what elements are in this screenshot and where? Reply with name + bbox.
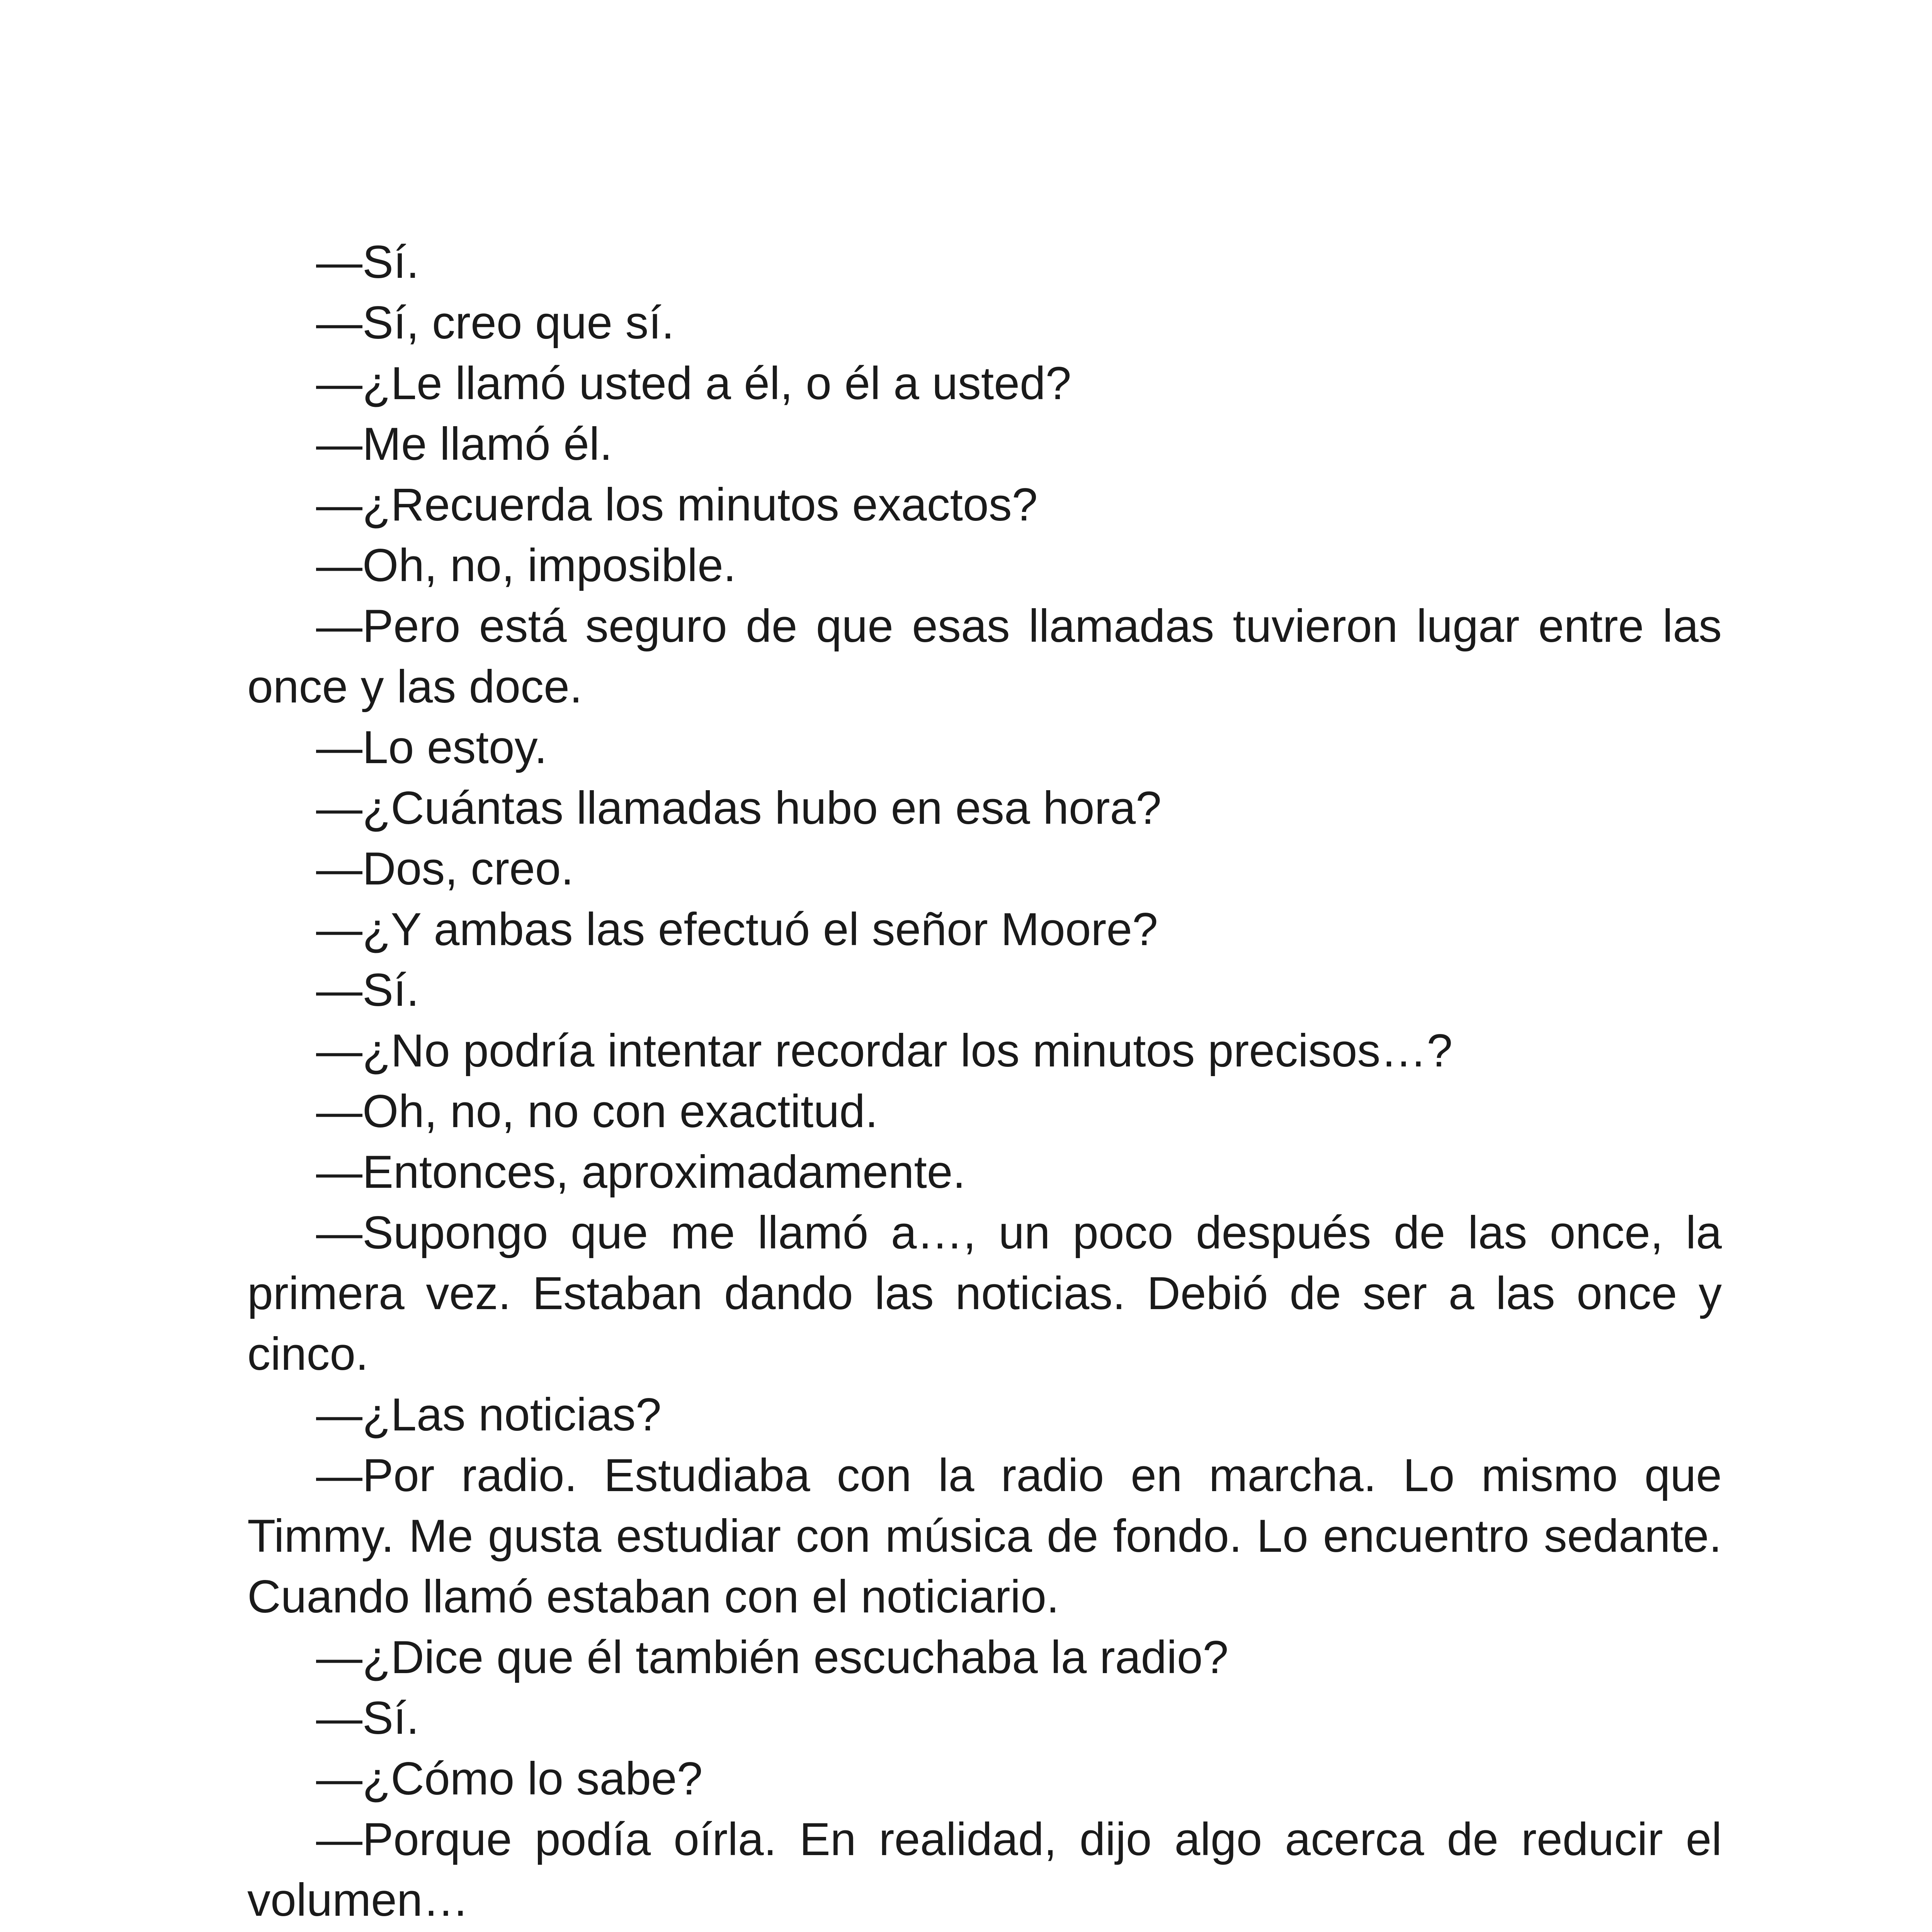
paragraph (247, 1930, 1722, 1932)
paragraph: —¿Recuerda los minutos exactos? (316, 479, 1038, 531)
paragraph: —Sí, creo que sí. (316, 297, 675, 349)
paragraph: —Sí. (316, 964, 419, 1016)
paragraph: —¿No podría intentar recordar los minutos precisos…? (316, 1025, 1453, 1077)
paragraph: —Dos, creo. (316, 843, 574, 895)
paragraph: —Sí. (316, 236, 419, 288)
paragraph: —¿Las noticias? (316, 1389, 662, 1440)
paragraph: —Oh, no, no con exactitud. (316, 1085, 878, 1137)
paragraph: —Porque podía oírla. En realidad, dijo algo acerca de reducir el volumen… (247, 1813, 1722, 1926)
paragraph: —¿Dice que él también escuchaba la radio? (316, 1631, 1229, 1683)
paragraph: —Pero está seguro de que esas llamadas tuvieron lugar entre las once y las doce. (247, 600, 1722, 713)
paragraph: —¿Le llamó usted a él, o él a usted? (316, 357, 1071, 409)
paragraph: —¿Cuántas llamadas hubo en esa hora? (316, 782, 1162, 834)
paragraph: —Entonces, aproximadamente. (316, 1146, 966, 1198)
paragraph: —Supongo que me llamó a…, un poco después de las once, la primera vez. Estaban dando las noticias. Debió de ser a las once y cinco. (247, 1207, 1722, 1380)
paragraph: —Por radio. Estudiaba con la radio en marcha. Lo mismo que Timmy. Me gusta estudiar con música de fondo. Lo encuentro sedante. Cuando llamó estaban con el noticiario. (247, 1449, 1722, 1622)
paragraph: —Oh, no, imposible. (316, 539, 736, 591)
paragraph: —Me llamó él. (316, 418, 612, 470)
paragraph: —¿Cómo lo sabe? (316, 1753, 703, 1804)
text-body (247, 232, 1722, 1932)
paragraph: —Sí. (316, 1692, 419, 1744)
paragraph: —¿Y ambas las efectuó el señor Moore? (316, 903, 1158, 955)
paragraph: —Lo estoy. (316, 721, 548, 773)
